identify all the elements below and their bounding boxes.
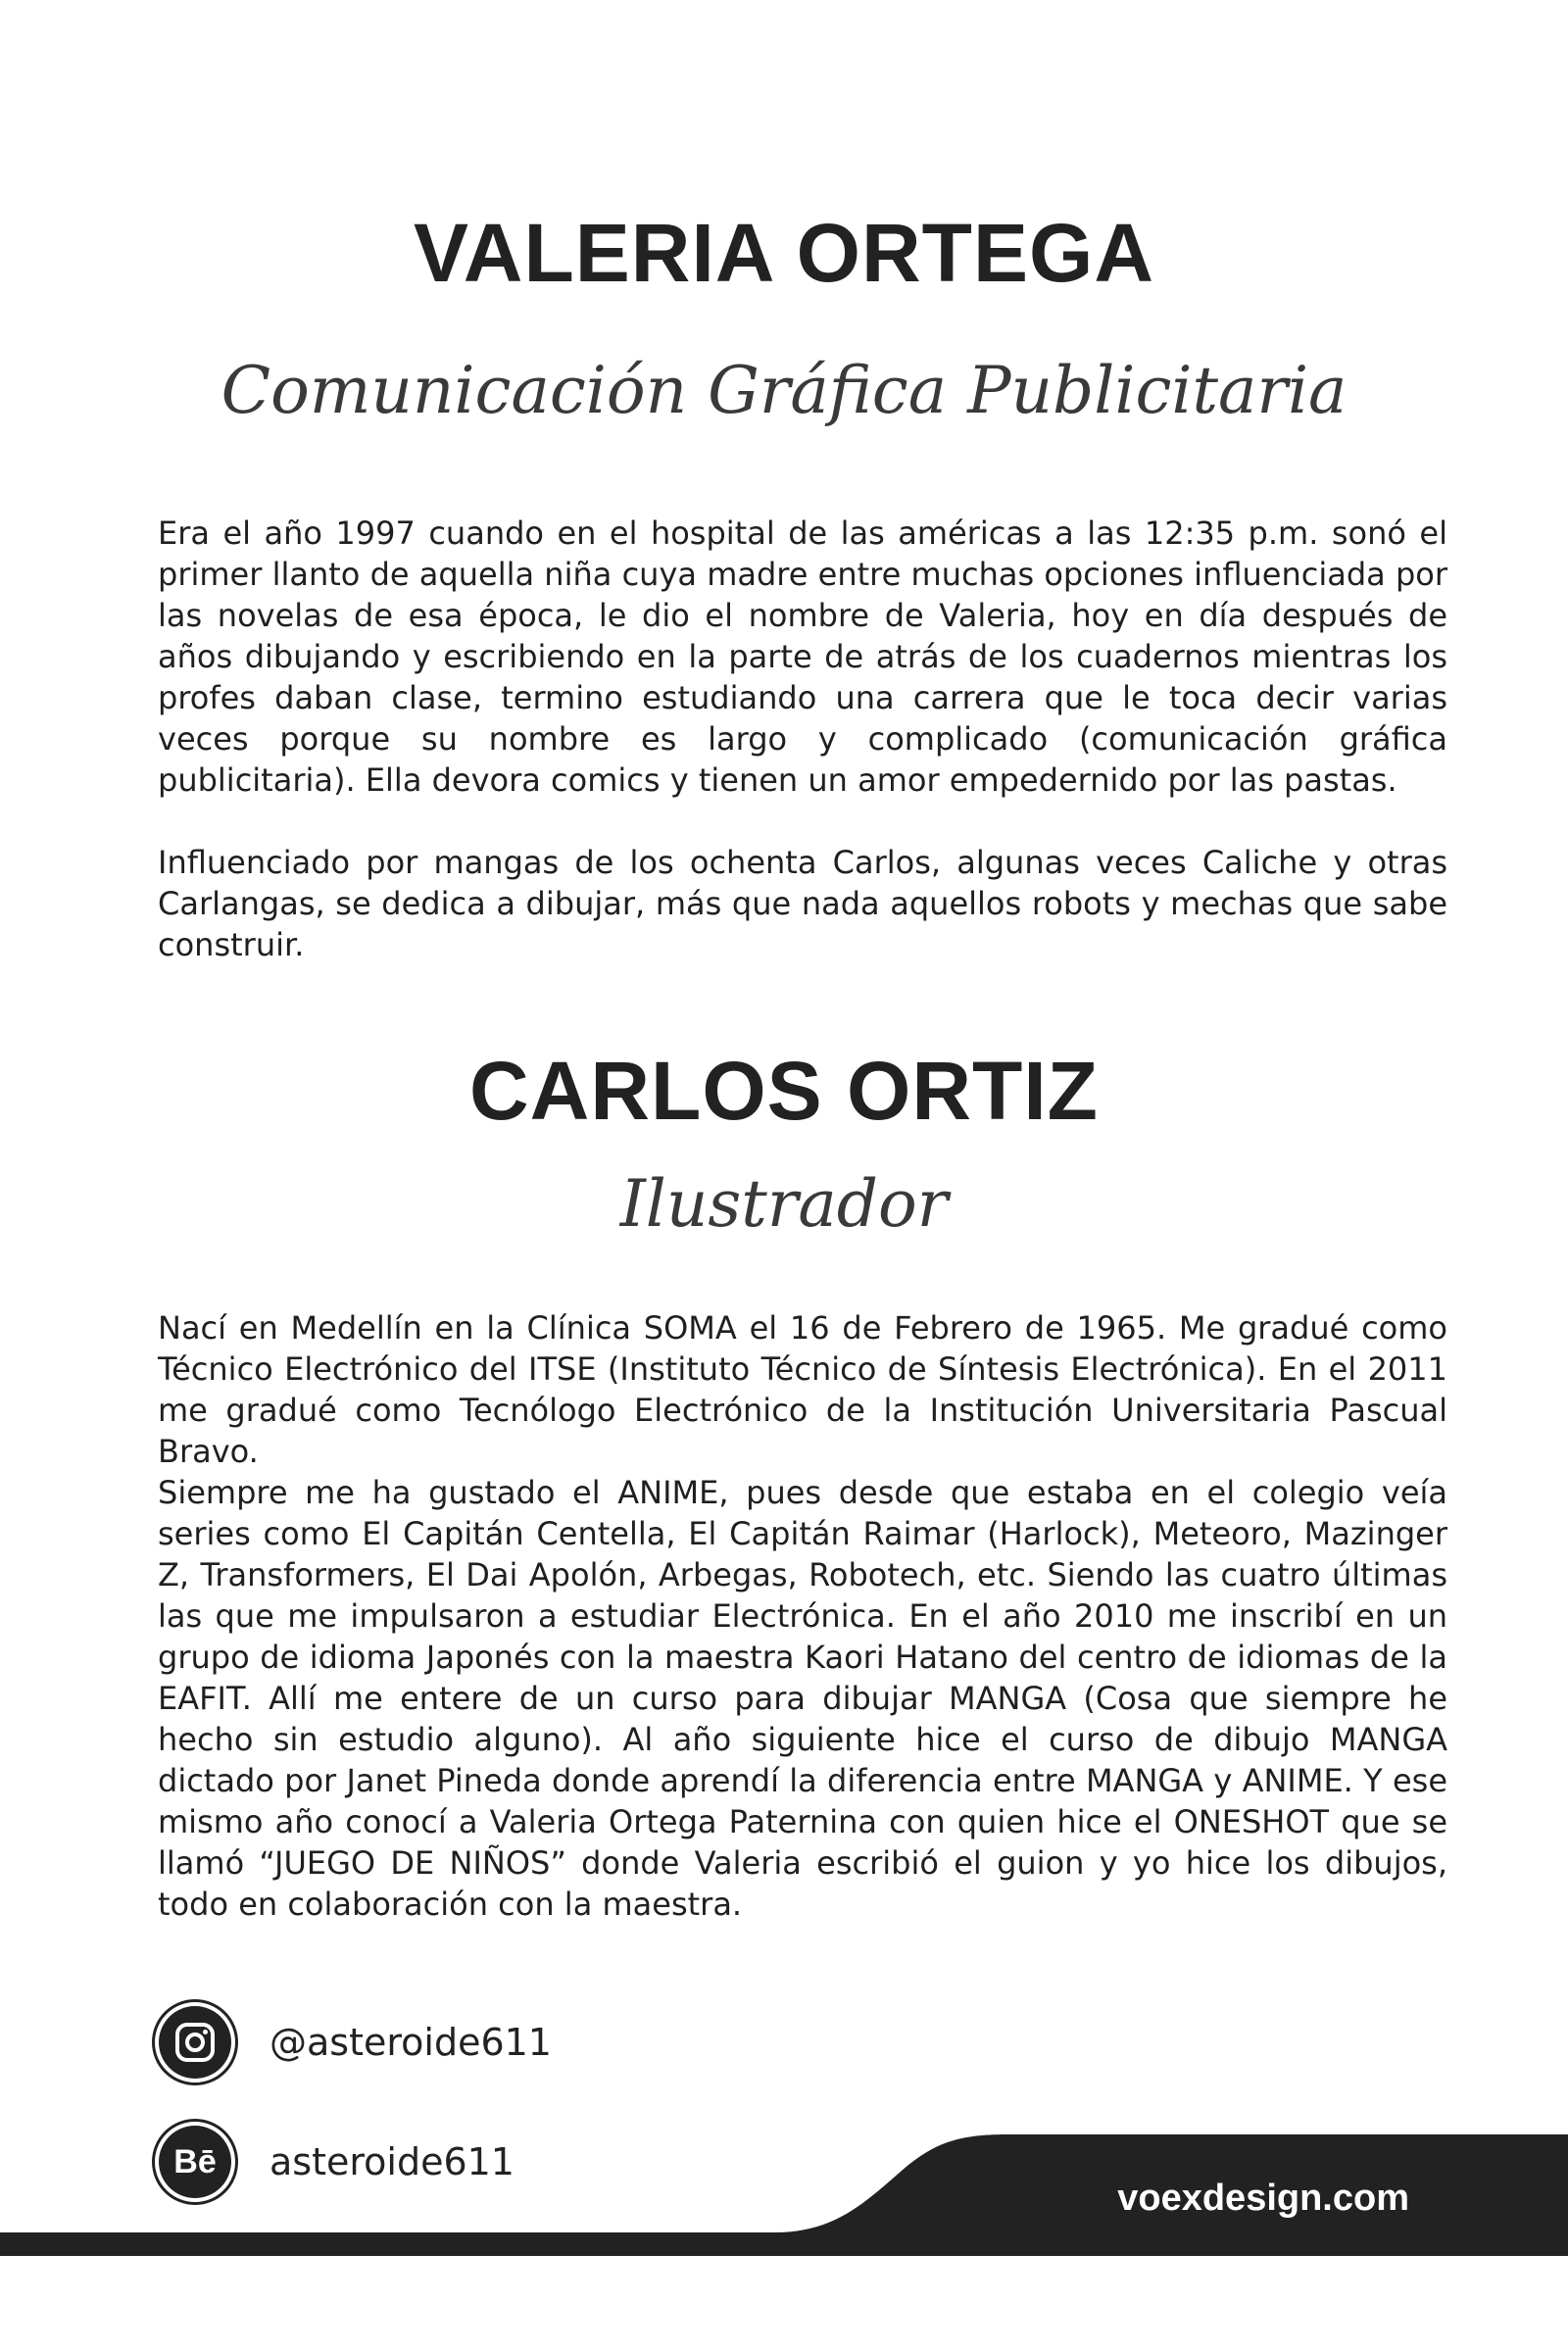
instagram-icon xyxy=(152,1999,238,2085)
behance-icon-glyph: Bē xyxy=(173,2142,217,2180)
valeria-role-subtitle: Comunicación Gráfica Publicitaria xyxy=(220,353,1348,428)
carlos-name-heading: CARLOS ORTIZ xyxy=(469,1045,1099,1137)
valeria-bio-paragraph: Influenciado por mangas de los ochenta Carlos, algunas veces Caliche y otras Carlangas, se dedica a dibujar, más que nada aquellos robots y mechas que sabe construir. xyxy=(158,844,1447,963)
carlos-bio xyxy=(158,1307,1447,1925)
instagram-handle: @asteroide611 xyxy=(270,2021,552,2064)
footer-website-link[interactable]: voexdesign.com xyxy=(1117,2178,1409,2219)
valeria-name-heading: VALERIA ORTEGA xyxy=(413,207,1154,299)
carlos-bio-paragraph: Siempre me ha gustado el ANIME, pues desde que estaba en el colegio veía series como El Capitán Centella, El Capitán Raimar (Harlock), Meteoro, Mazinger Z, Transformers, El Dai Apolón, Arbegas, Robotech, etc. Siendo las cuatro últimas las que me impulsaron a estudiar Electrónica. En el año 2010 me inscribí en un grupo de idioma Japonés con la maestra Kaori Hatano del centro de idiomas de la EAFIT. Allí me entere de un curso para dibujar MANGA (Cosa que siempre he hecho sin estudio alguno). Al año siguiente hice el curso de dibujo MANGA dictado por Janet Pineda donde aprendí la diferencia entre MANGA y ANIME. Y ese mismo año conocí a Valeria Ortega Paternina con quien hice el ONESHOT que se llamó “JUEGO DE NIÑOS” donde Valeria escribió el guion y yo hice los dibujos, todo en colaboración con la maestra. xyxy=(158,1474,1447,1923)
carlos-role-subtitle: Ilustrador xyxy=(619,1166,949,1242)
valeria-bio xyxy=(158,513,1447,965)
carlos-bio-paragraph: Nací en Medellín en la Clínica SOMA el 16 de Febrero de 1965. Me gradué como Técnico Electrónico del ITSE (Instituto Técnico de Síntesis Electrónica). En el 2011 me gradué como Tecnólogo Electrónico de la Institución Universitaria Pascual Bravo. xyxy=(158,1309,1447,1470)
footer-band xyxy=(0,2117,1568,2352)
valeria-bio-paragraph: Era el año 1997 cuando en el hospital de las américas a las 12:35 p.m. sonó el primer llanto de aquella niña cuya madre entre muchas opciones influenciada por las novelas de esa época, le dio el nombre de Valeria, hoy en día después de años dibujando y escribiendo en la parte de atrás de los cuadernos mientras los profes daban clase, termino estudiando una carrera que le toca decir varias veces porque su nombre es largo y complicado (comunicación gráfica publicitaria). Ella devora comics y tienen un amor empedernido por las pastas. xyxy=(158,514,1447,799)
instagram-link[interactable] xyxy=(152,1995,552,2089)
behance-handle: asteroide611 xyxy=(270,2140,514,2183)
